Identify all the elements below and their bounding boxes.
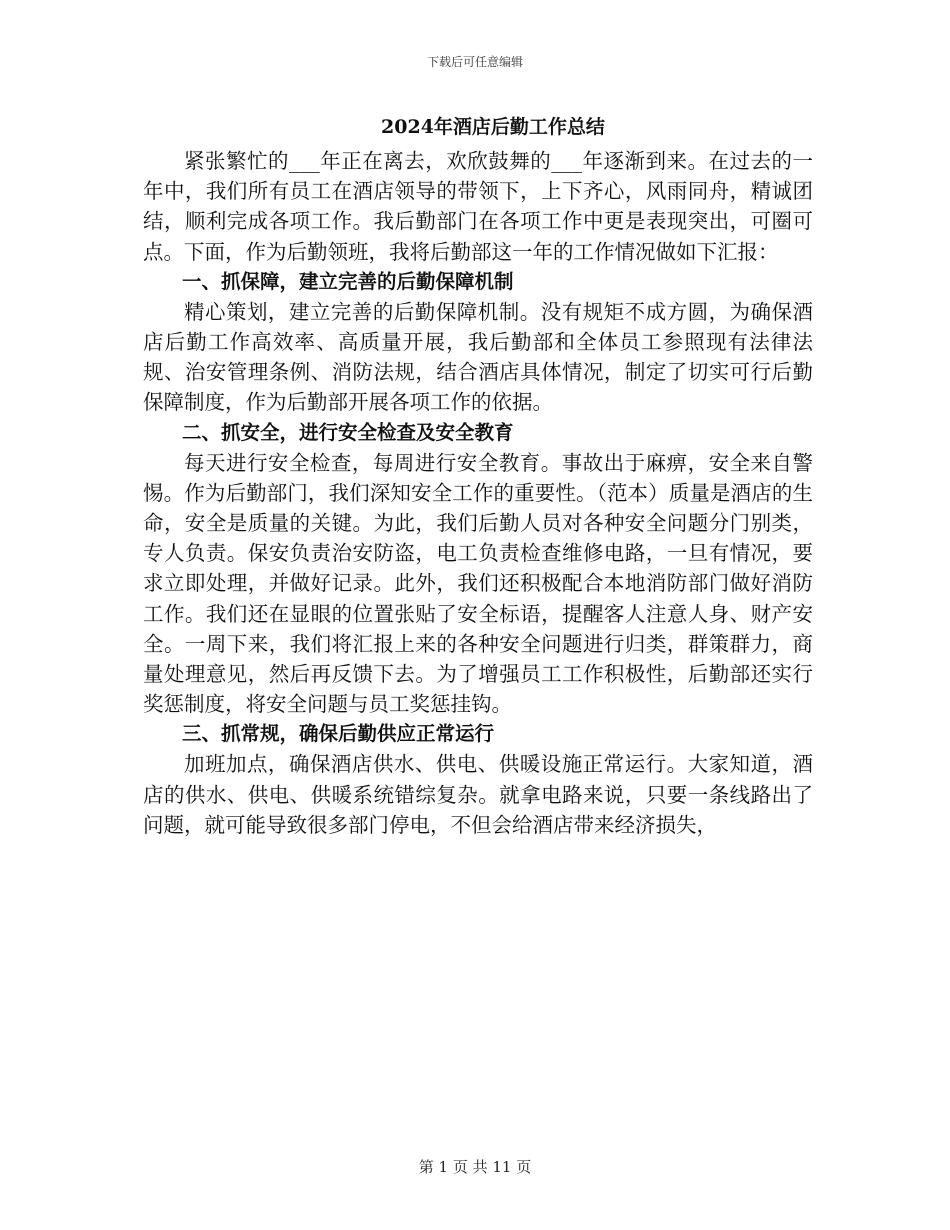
section-heading-1: 一、抓保障，建立完善的后勤保障机制: [182, 269, 514, 293]
document-title: 2024年酒店后勤工作总结: [381, 116, 605, 138]
section-heading-2: 二、抓安全，进行安全检查及安全教育: [182, 420, 514, 444]
page-footer: 第 1 页 共 11 页: [418, 1158, 532, 1176]
paragraph-section-2: 每天进行安全检查，每周进行安全教育。事故出于麻痹，安全来自警惕。作为后勤部门，我们深知安全工作的重要性。（范本）质量是酒店的生命，安全是质量的关键。为此，我们后勤人员对各种安全问题分门别类，专人负责。保安负责治安防盗，电工负责检查维修电路，一旦有情况，要求立即处理，并做好记录。此外，我们还积极配合本地消防部门做好消防工作。我们还在显眼的位置张贴了安全标语，提醒客人注意人身、财产安全。一周下来，我们将汇报上来的各种安全问题进行归类，群策群力，商量处理意见，然后再反馈下去。为了增强员工工作积极性，后勤部还实行奖惩制度，将安全问题与员工奖惩挂钩。: [143, 450, 813, 717]
document-body: [143, 112, 813, 840]
header-note: 下载后可任意编辑: [426, 55, 523, 69]
paragraph-section-1: 精心策划，建立完善的后勤保障机制。没有规矩不成方圆，为确保酒店后勤工作高效率、高质量开展，我后勤部和全体员工参照现有法律法规、治安管理条例、消防法规，结合酒店具体情况，制定了切实可行后勤保障制度，作为后勤部开展各项工作的依据。: [143, 299, 813, 415]
section-heading-3: 三、抓常规，确保后勤供应正常运行: [182, 722, 495, 746]
paragraph-intro: 紧张繁忙的___年正在离去，欢欣鼓舞的___年逐渐到来。在过去的一年中，我们所有员工在酒店领导的带领下，上下齐心，风雨同舟，精诚团结，顺利完成各项工作。我后勤部门在各项工作中更是表现突出，可圈可点。下面，作为后勤领班，我将后勤部这一年的工作情况做如下汇报：: [143, 149, 813, 264]
paragraph-section-3: 加班加点，确保酒店供水、供电、供暖设施正常运行。大家知道，酒店的供水、供电、供暖系统错综复杂。就拿电路来说，只要一条线路出了问题，就可能导致很多部门停电，不但会给酒店带来经济损失，: [143, 752, 813, 837]
